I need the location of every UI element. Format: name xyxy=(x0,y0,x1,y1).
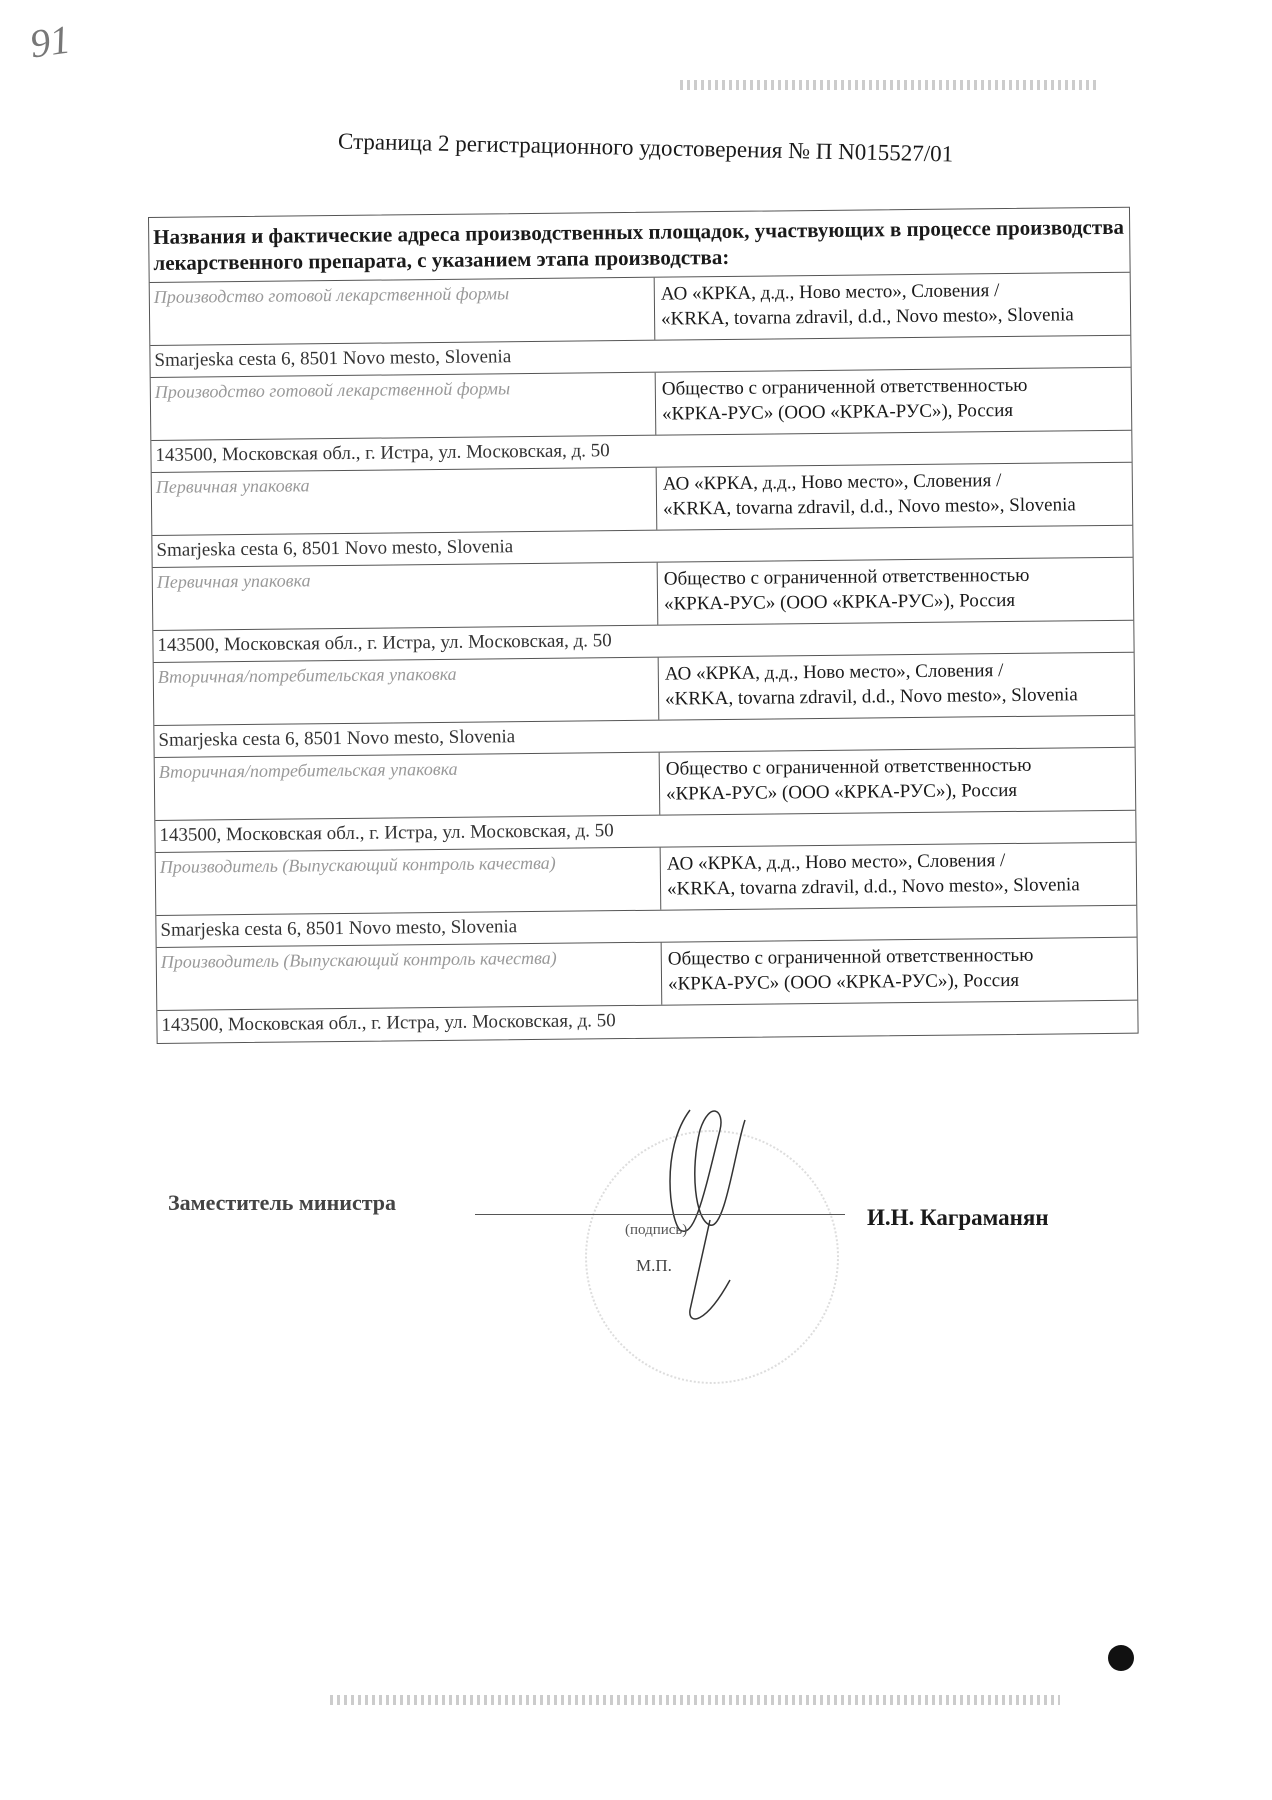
handwritten-signature xyxy=(650,1090,770,1330)
company-line: «KRKA, tovarna zdravil, d.d., Novo mesto», Slovenia xyxy=(662,494,1076,520)
signatory-name: И.Н. Каграманян xyxy=(867,1205,1049,1230)
seal-place-label: М.П. xyxy=(636,1256,672,1275)
company-line: АО «КРКА, д.д., Ново место», Словения / xyxy=(662,470,1002,495)
company-cell xyxy=(656,368,1132,435)
company-line: «KRKA, tovarna zdravil, d.d., Novo mesto», Slovenia xyxy=(660,304,1074,330)
stage-name: Производство готовой лекарственной формы xyxy=(151,373,657,440)
company-line: АО «КРКА, д.д., Ново место», Словения / xyxy=(664,660,1004,685)
address-row: 143500, Московская обл., г. Истра, ул. Московская, д. 50 xyxy=(153,621,1133,663)
stage-row xyxy=(151,368,1132,441)
company-line: «КРКА-РУС» (ООО «КРКА-РУС»), Россия xyxy=(667,969,1020,995)
address-row: 143500, Московская обл., г. Истра, ул. Московская, д. 50 xyxy=(161,1010,616,1036)
hole-punch-mark xyxy=(1108,1645,1134,1671)
signature-caption: (подпись) xyxy=(625,1222,688,1238)
company-line: АО «КРКА, д.д., Ново место», Словения / xyxy=(666,850,1006,875)
stage-name: Производитель (Выпускающий контроль качества) xyxy=(157,943,663,1010)
company-line: «KRKA, tovarna zdravil, d.d., Novo mesto», Slovenia xyxy=(664,684,1078,710)
table-header: Названия и фактические адреса производственных площадок, участвующих в процессе производства лекарственного препарата, с указанием этапа производства: xyxy=(149,208,1130,283)
company-line: «КРКА-РУС» (ООО «КРКА-РУС»), Россия xyxy=(663,589,1016,615)
scan-noise xyxy=(680,80,1100,90)
address-row: Smarjeska cesta 6, 8501 Novo mesto, Slovenia xyxy=(156,906,1136,948)
company-line: «KRKA, tovarna zdravil, d.d., Novo mesto», Slovenia xyxy=(666,874,1080,900)
stage-name: Вторичная/потребительская упаковка xyxy=(155,753,661,820)
address-row: 143500, Московская обл., г. Истра, ул. Московская, д. 50 xyxy=(151,431,1131,473)
stage-row xyxy=(152,463,1133,536)
stage-row xyxy=(157,938,1138,1011)
company-line: АО «КРКА, д.д., Ново место», Словения / xyxy=(660,280,1000,305)
stage-name: Производство готовой лекарственной формы xyxy=(150,278,656,345)
production-sites-table xyxy=(148,207,1139,1044)
stage-name: Производитель (Выпускающий контроль качества) xyxy=(156,848,662,915)
stage-name: Вторичная/потребительская упаковка xyxy=(154,658,660,725)
company-cell xyxy=(660,748,1136,815)
company-cell xyxy=(662,938,1138,1005)
company-line: Общество с ограниченной ответственностью xyxy=(661,374,1028,400)
company-cell xyxy=(661,843,1137,910)
stage-row xyxy=(153,558,1134,631)
signatory-position: Заместитель министра xyxy=(168,1190,397,1215)
company-line: «КРКА-РУС» (ООО «КРКА-РУС»), Россия xyxy=(665,779,1018,805)
address-row: 143500, Московская обл., г. Истра, ул. Московская, д. 50 xyxy=(155,811,1135,853)
company-cell xyxy=(657,463,1133,530)
company-cell xyxy=(658,558,1134,625)
signature-line xyxy=(475,1214,845,1215)
stage-row xyxy=(155,748,1136,821)
page-title: Страница 2 регистрационного удостоверения № П N015527/01 xyxy=(337,128,954,167)
company-cell xyxy=(659,653,1135,720)
stage-row xyxy=(150,273,1131,346)
stage-row xyxy=(156,843,1137,916)
company-line: Общество с ограниченной ответственностью xyxy=(667,944,1034,970)
stage-name: Первичная упаковка xyxy=(153,563,659,630)
stage-name: Первичная упаковка xyxy=(152,468,658,535)
handwritten-page-number: 91 xyxy=(27,16,73,67)
address-row: Smarjeska cesta 6, 8501 Novo mesto, Slovenia xyxy=(150,336,1130,378)
company-cell xyxy=(655,273,1131,340)
company-line: Общество с ограниченной ответственностью xyxy=(665,754,1032,780)
address-row: Smarjeska cesta 6, 8501 Novo mesto, Slovenia xyxy=(152,526,1132,568)
address-row: Smarjeska cesta 6, 8501 Novo mesto, Slovenia xyxy=(154,716,1134,758)
scan-noise xyxy=(330,1695,1060,1705)
stage-row xyxy=(154,653,1135,726)
company-line: Общество с ограниченной ответственностью xyxy=(663,564,1030,590)
company-line: «КРКА-РУС» (ООО «КРКА-РУС»), Россия xyxy=(661,399,1014,425)
